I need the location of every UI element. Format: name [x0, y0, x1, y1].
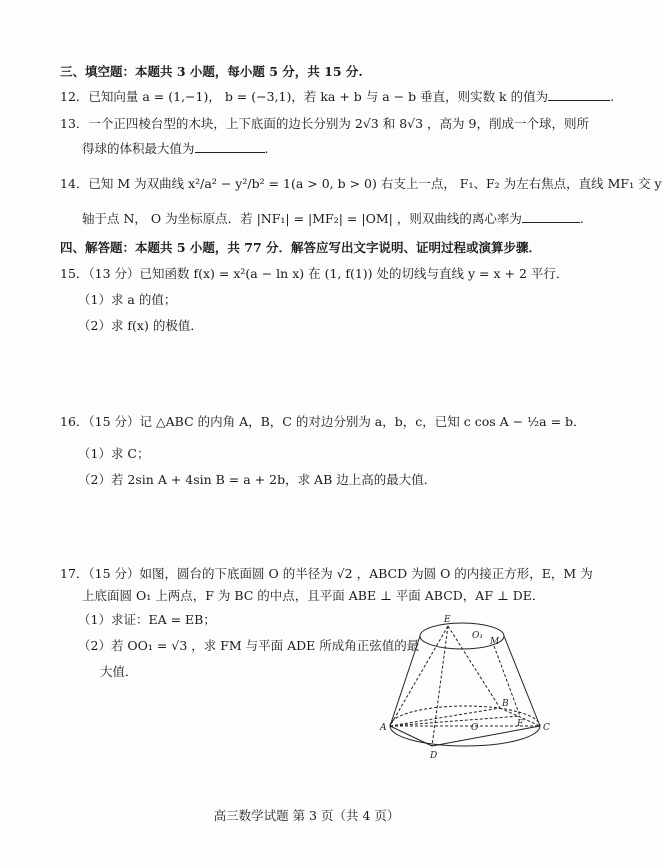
q13-text: 得球的体积最大值为 [82, 141, 195, 156]
question-16-part2: （2）若 2sin A + 4sin B = a + 2b，求 AB 边上高的最大值． [78, 472, 437, 487]
segment-AF [390, 716, 520, 726]
question-17-part2-line2: 大值． [100, 664, 138, 679]
question-13-line1: 13．一个正四棱台型的木块，上下底面的边长分别为 2√3 和 8√3 ，高为 9，削成一个球，则所 [60, 116, 589, 131]
question-17-line2: 上底面圆 O₁ 上两点，F 为 BC 的中点，且平面 ABE ⊥ 平面 ABCD，AF ⊥ DE． [82, 588, 545, 603]
label-D: D [430, 751, 438, 761]
question-15-stem: 15．（13 分）已知函数 f(x) = x²(a − ln x) 在 (1, f(1)) 处的切线与直线 y = x + 2 平行． [60, 266, 569, 281]
label-M: M [490, 637, 500, 647]
segment-EA [390, 626, 448, 726]
q12-text: 12．已知向量 a = (1,−1)， b = (−3,1)，若 ka + b 与 a − b 垂直，则实数 k 的值为 [60, 89, 549, 104]
q14-text: 轴于点 N， O 为坐标原点．若 |NF₁| = |MF₂| = |OM| ，则双曲线的离心率为 [82, 211, 522, 226]
segment-DC [432, 726, 540, 746]
question-16-part1: （1）求 C； [78, 446, 150, 461]
section3-heading: 三、填空题：本题共 3 小题，每小题 5 分，共 15 分. [60, 64, 363, 79]
label-E: E [444, 615, 451, 625]
frustum-figure [380, 608, 570, 768]
q14-answer-blank[interactable] [522, 210, 580, 223]
segment-AB [390, 708, 500, 726]
question-15-part2: （2）求 f(x) 的极值． [78, 318, 203, 333]
q14-end: . [579, 211, 584, 226]
left-generator [390, 636, 420, 726]
label-A: A [380, 723, 387, 733]
q12-answer-blank[interactable] [548, 88, 610, 101]
label-O: O [471, 723, 479, 733]
section4-heading: 四、解答题：本题共 5 小题，共 77 分．解答应写出文字说明、证明过程或演算步骤． [60, 240, 542, 255]
segment-ED [432, 626, 448, 746]
question-17-line1: 17．（15 分）如图，圆台的下底面圆 O 的半径为 √2 ，ABCD 为圆 O 的内接正方形，E，M 为 [60, 566, 593, 581]
bottom-base-front-arc [390, 726, 540, 746]
question-17-part1: （1）求证：EA = EB； [78, 612, 216, 627]
q13-answer-blank[interactable] [195, 140, 265, 153]
question-16-stem: 16．（15 分）记 △ABC 的内角 A，B，C 的对边分别为 a，b，c，已知 c cos A − ½a = b． [60, 414, 586, 429]
label-C: C [543, 723, 550, 733]
page-footer: 高三数学试题 第 3 页（共 4 页） [213, 808, 400, 823]
q13-end: . [264, 141, 269, 156]
question-14-line1: 14．已知 M 为双曲线 x²/a² − y²/b² = 1(a > 0, b > 0) 右支上一点， F₁、F₂ 为左右焦点，直线 MF₁ 交 y [60, 176, 662, 191]
label-F: F [517, 719, 524, 729]
segment-AD [390, 726, 432, 746]
q12-end: . [610, 89, 615, 104]
label-O1: O₁ [472, 631, 483, 641]
question-14-line2 [82, 210, 584, 227]
label-B: B [502, 699, 509, 709]
question-13-line2 [82, 140, 269, 157]
question-12 [60, 88, 614, 105]
question-15-part1: （1）求 a 的值； [78, 292, 177, 307]
question-17-part2-line1: （2）若 OO₁ = √3 ，求 FM 与平面 ADE 所成角正弦值的最 [78, 638, 420, 653]
